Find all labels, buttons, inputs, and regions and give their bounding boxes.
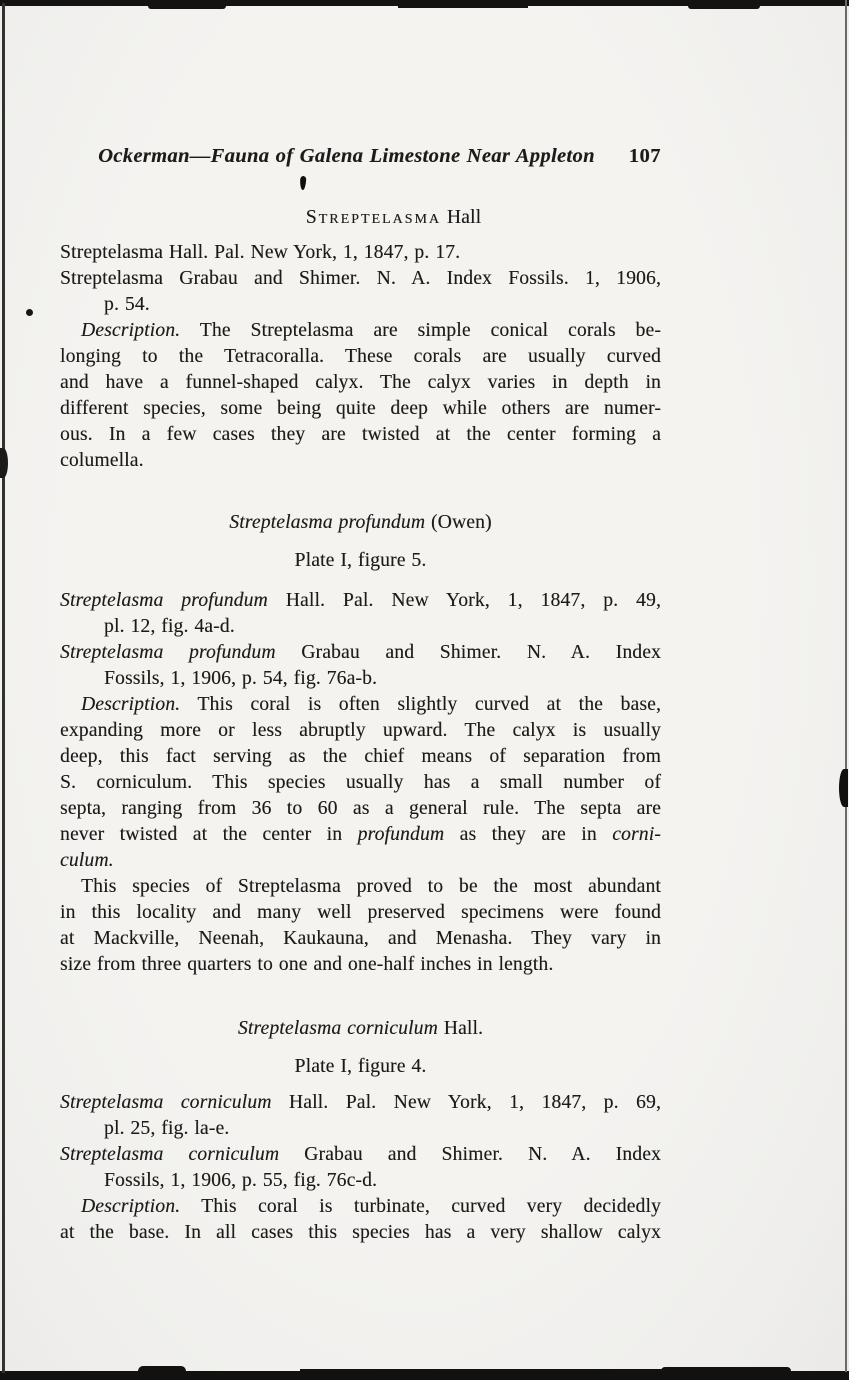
text-segment: at Mackville, Neenah, Kaukauna, and Menasha. They vary in [60,928,661,949]
text-line [60,510,661,536]
text-segment: Description. [81,694,181,715]
text-line [60,448,661,474]
text-line [60,396,661,422]
text-segment: pl. 25, fig. la-e. [104,1118,230,1139]
text-line [60,796,661,822]
text-segment: different species, some being quite deep while others are numer- [60,398,661,419]
text-segment: Streptelasma profundum [229,512,426,533]
text-line [60,318,661,344]
text-segment: septa, ranging from 36 to 60 as a general rule. The septa are [60,798,661,819]
scan-edge-bottom-bump [300,1369,700,1371]
text-segment: Streptelasma corniculum [60,1092,272,1113]
text-segment: This coral is turbinate, curved very decidedly [180,1196,661,1217]
text-line [60,1220,661,1246]
text-segment: Streptelasma [305,207,442,228]
synonymy-list-corniculum [60,1090,661,1194]
text-line [60,1168,661,1194]
text-segment: S. corniculum. This species usually has a small number of [60,772,661,793]
scan-edge-top-bump [688,6,760,9]
ink-speck-dot [26,309,33,316]
text-segment: Plate I, figure 5. [294,550,427,571]
species-heading-corniculum [60,1016,661,1042]
text-segment: Description. [81,320,181,341]
text-segment: Hall [441,207,482,228]
text-line [60,548,661,574]
text-segment: Fossils, 1, 1906, p. 55, fig. 76c-d. [104,1170,378,1191]
text-line [60,822,661,848]
text-line [60,952,661,978]
scan-edge-bottom [0,1371,849,1380]
text-segment: Streptelasma profundum [60,590,268,611]
running-head [60,143,661,169]
text-segment: columella. [60,450,144,471]
abundance-paragraph [60,874,661,978]
text-segment: ous. In a few cases they are twisted at the center forming a [60,424,661,445]
text-segment: at the base. In all cases this species has a very shallow calyx [60,1222,661,1243]
text-segment: never twisted at the center in [60,824,358,845]
text-segment: The Streptelasma are simple conical corals be- [180,320,661,341]
text-line [60,718,661,744]
text-segment: deep, this fact serving as the chief means of separation from [60,746,661,767]
scan-edge-top-bump [148,6,226,9]
text-segment: (Owen) [425,512,492,533]
text-segment: size from three quarters to one and one-half inches in length. [60,954,554,975]
text-segment: Plate I, figure 4. [294,1056,427,1077]
text-line [60,422,661,448]
scan-edge-bottom-bump [138,1366,186,1371]
text-line [60,666,661,692]
text-segment: in this locality and many well preserved specimens were found [60,902,661,923]
ink-blot-right-margin [839,769,848,807]
text-segment: Streptelasma corniculum [60,1144,280,1165]
text-segment: and have a funnel-shaped calyx. The calyx varies in depth in [60,372,661,393]
text-segment: pl. 12, fig. 4a-d. [104,616,235,637]
text-line [60,926,661,952]
text-segment: This coral is often slightly curved at the base, [180,694,661,715]
description-paragraph-corniculum [60,1194,661,1246]
text-line [60,848,661,874]
running-head-title: Ockerman—Fauna of Galena Limestone Near Appleton [98,145,595,167]
text-line [60,1090,661,1116]
text-segment: profundum [357,824,445,845]
text-line [60,266,661,292]
text-segment: Streptelasma corniculum [237,1018,438,1039]
species-heading-profundum [60,510,661,536]
text-segment: Hall. Pal. New York, 1, 1847, p. 69, [271,1092,661,1113]
text-segment: Streptelasma Hall. Pal. New York, 1, 1847, p. 17. [60,242,461,263]
synonymy-list-profundum [60,588,661,692]
text-segment: p. 54. [104,294,150,315]
text-line [60,900,661,926]
text-line [60,640,661,666]
text-line [60,1054,661,1080]
text-segment: Hall. Pal. New York, 1, 1847, p. 49, [267,590,661,611]
text-line [60,692,661,718]
text-line [60,1116,661,1142]
text-line [60,874,661,900]
scan-edge-left [2,3,5,1373]
scan-edge-top-bump [398,6,528,8]
text-line [93,205,694,231]
text-line [60,1194,661,1220]
synonymy-list-streptelasma [60,240,661,318]
description-paragraph-profundum [60,692,661,874]
text-line [60,588,661,614]
text-segment: Description. [81,1196,181,1217]
text-column [60,143,661,1246]
text-line [60,344,661,370]
text-line [60,614,661,640]
text-line [60,370,661,396]
text-segment: longing to the Tetracoralla. These corals are usually curved [60,346,661,367]
text-segment: corni- [612,824,661,845]
text-segment: Grabau and Shimer. N. A. Index [275,642,662,663]
page-number: 107 [628,145,661,167]
text-segment: expanding more or less abruptly upward. The calyx is usually [60,720,661,741]
text-segment: Hall. [437,1018,484,1039]
text-line [60,770,661,796]
scan-edge-right [845,0,847,1372]
genus-heading [60,205,661,231]
text-segment: Streptelasma Grabau and Shimer. N. A. Index Fossils. 1, 1906, [60,268,661,289]
text-segment: Fossils, 1, 1906, p. 54, fig. 76a-b. [104,668,378,689]
text-segment: This species of Streptelasma proved to be the most abundant [81,876,661,897]
text-line [60,240,661,266]
text-line [60,1016,661,1042]
description-paragraph-genus [60,318,661,474]
text-flow [60,205,661,1246]
ink-blot-left-margin [0,448,8,478]
text-line [60,292,661,318]
plate-caption-figure-4 [60,1054,661,1080]
text-segment: culum. [60,850,114,871]
plate-caption-figure-5 [60,548,661,574]
text-segment: Streptelasma profundum [60,642,276,663]
text-segment: as they are in [444,824,613,845]
text-line [60,744,661,770]
text-segment: Grabau and Shimer. N. A. Index [279,1144,661,1165]
text-line [60,1142,661,1168]
scan-edge-bottom-bump [661,1367,791,1371]
